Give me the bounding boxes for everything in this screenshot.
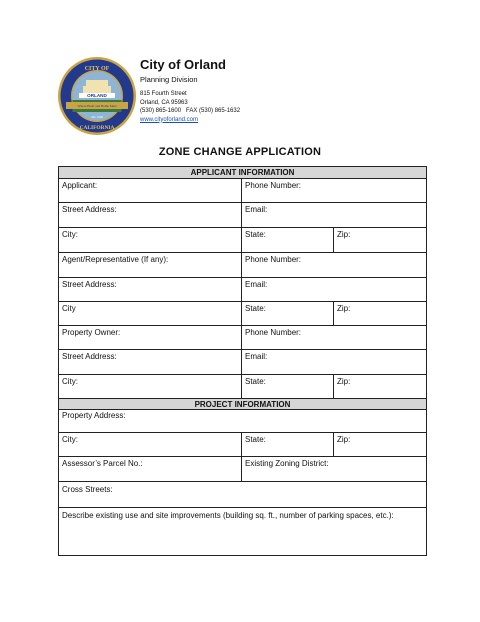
form-row <box>59 409 426 432</box>
form-row <box>59 456 426 481</box>
phone-field[interactable]: Phone Number: <box>241 179 426 202</box>
street-address-field[interactable]: Street Address: <box>62 352 117 361</box>
zip-field[interactable]: Zip: <box>333 302 426 325</box>
state-field[interactable]: State: <box>241 433 333 456</box>
section-heading: PROJECT INFORMATION <box>194 400 291 409</box>
seal-center-text: ORLAND <box>87 93 107 98</box>
section-heading: APPLICANT INFORMATION <box>190 168 295 177</box>
state-field[interactable]: State: <box>241 302 333 325</box>
zip-field[interactable]: Zip: <box>333 375 426 398</box>
phone-field[interactable]: Phone Number: <box>241 253 426 277</box>
applicant-field[interactable]: Applicant: <box>62 181 98 190</box>
email-field[interactable]: Email: <box>241 278 426 301</box>
application-form <box>58 166 427 556</box>
city-seal-logo <box>57 56 137 136</box>
seal-bottom-text: CALIFORNIA <box>79 125 115 131</box>
document-title: ZONE CHANGE APPLICATION <box>158 146 322 158</box>
phone-field[interactable]: Phone Number: <box>241 326 426 349</box>
state-field[interactable]: State: <box>241 228 333 252</box>
division-name: Planning Division <box>140 75 198 84</box>
email-field[interactable]: Email: <box>241 350 426 374</box>
form-row <box>59 202 426 227</box>
zip-field[interactable]: Zip: <box>333 433 426 456</box>
form-row <box>59 227 426 252</box>
zoning-district-field[interactable]: Existing Zoning District: <box>241 457 426 481</box>
email-field[interactable]: Email: <box>241 203 426 227</box>
property-owner-field[interactable]: Property Owner: <box>62 328 121 337</box>
cross-streets-field[interactable]: Cross Streets: <box>62 485 113 494</box>
phone-fax-line: (530) 865-1600 FAX (530) 865-1632 <box>140 108 241 114</box>
street-address-field[interactable]: Street Address: <box>62 205 117 214</box>
form-row <box>59 178 426 202</box>
city-field[interactable]: City: <box>62 435 78 444</box>
form-row <box>59 481 426 507</box>
assessors-parcel-field[interactable]: Assessor’s Parcel No.: <box>62 459 143 468</box>
form-row <box>59 252 426 277</box>
organization-header <box>140 57 240 124</box>
city-field[interactable]: City: <box>62 230 78 239</box>
existing-use-description-field[interactable]: Describe existing use and site improvements (building sq. ft., number of parking spaces, etc.): <box>62 511 394 520</box>
agent-field[interactable]: Agent/Representative (If any): <box>62 255 169 264</box>
zip-field[interactable]: Zip: <box>333 228 426 252</box>
section-header-project <box>59 398 426 409</box>
seal-top-text: CITY OF <box>84 66 110 72</box>
form-row <box>59 277 426 301</box>
street-address-field[interactable]: Street Address: <box>62 280 117 289</box>
form-row <box>59 432 426 456</box>
form-row <box>59 325 426 349</box>
org-name: City of Orland <box>140 57 226 72</box>
section-header-applicant <box>59 167 426 178</box>
form-row <box>59 507 426 555</box>
city-field[interactable]: City: <box>62 377 78 386</box>
address-line-2: Orland, CA 95963 <box>140 99 188 106</box>
form-row <box>59 349 426 374</box>
property-address-field[interactable]: Property Address: <box>62 411 126 420</box>
form-row <box>59 374 426 398</box>
address-line-1: 815 Fourth Street <box>140 91 187 97</box>
website-link[interactable]: www.cityoforland.com <box>140 116 199 123</box>
state-field[interactable]: State: <box>241 375 333 398</box>
city-field[interactable]: City <box>62 304 76 313</box>
seal-ribbon-text: Where Heart and Home Meet <box>77 104 117 108</box>
form-row <box>59 301 426 325</box>
seal-inc-text: INC. 1909 <box>91 116 103 119</box>
